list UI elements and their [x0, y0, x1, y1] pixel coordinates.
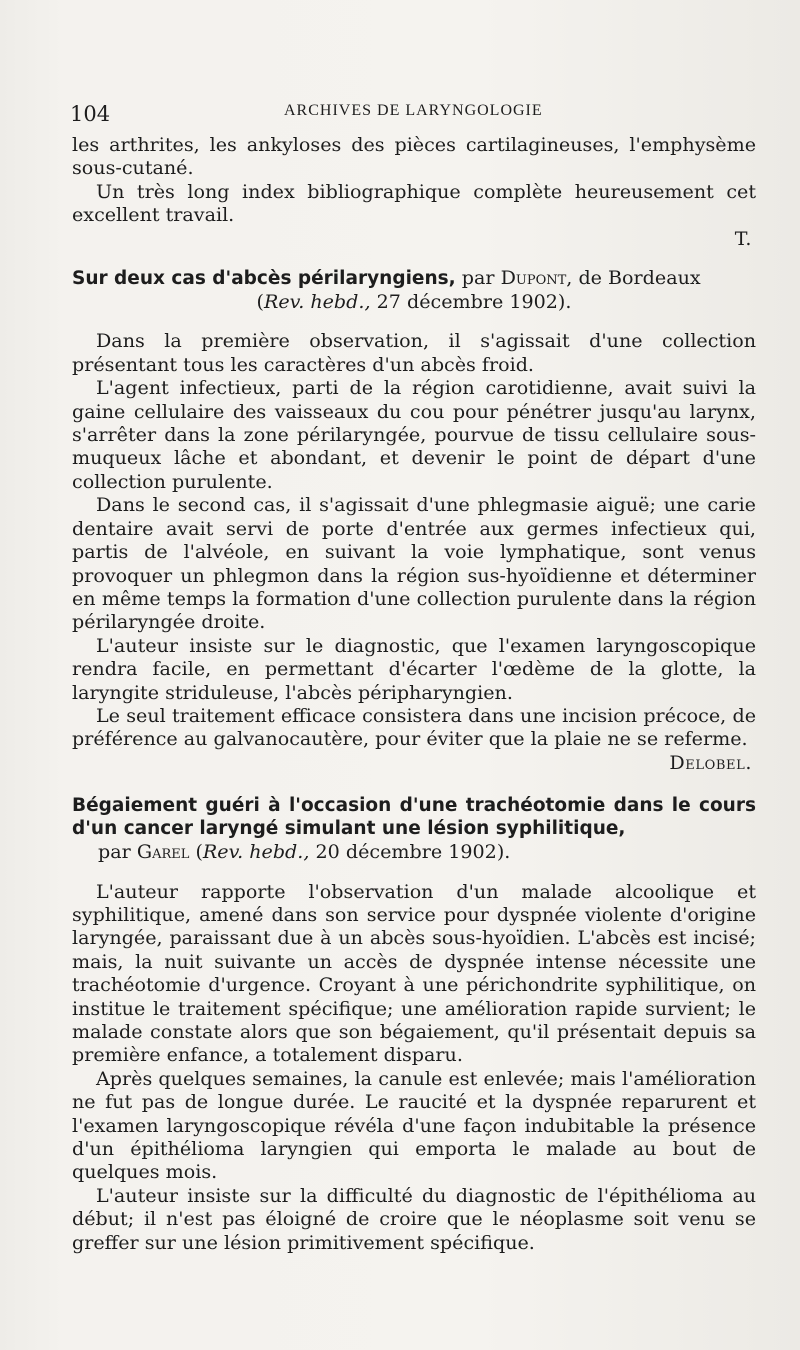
- article-2-byline-prefix: par: [98, 840, 131, 864]
- article-1-author: Dupont,: [500, 266, 573, 290]
- article-2-date: 20 décembre 1902).: [315, 840, 511, 864]
- article-1-paragraph: L'agent infectieux, parti de la région carotidienne, avait suivi la gaine cellulaire des vaisseaux du cou pour pénétrer jusqu'au larynx, s'arrêter dans la zone périlaryngée, pourvue de tissu cellulaire sous-muqueux lâche et abondant, et devenir le point de départ d'une collection purulente.: [72, 376, 756, 493]
- review-paragraph: Un très long index bibliographique complète heureusement cet excellent travail.: [72, 179, 756, 227]
- article-2-source-open: (: [195, 840, 203, 864]
- article-2-byline: [72, 840, 756, 863]
- review-signature: T.: [734, 226, 752, 250]
- spacer: [72, 313, 756, 329]
- continued-paragraph: les arthrites, les ankyloses des pièces cartilagineuses, l'emphysème sous-cutané.: [72, 133, 756, 180]
- article-2-paragraph: L'auteur insiste sur la difficulté du diagnostic de l'épithélioma au début; il n'est pas éloigné de croire que le néoplasme soit venu se greffer sur une lésion primitivement spécifique.: [72, 1183, 756, 1254]
- article-1-paragraph: Le seul traitement efficace consistera dans une incision précoce, de préférence au galvanocautère, pour éviter que la plaie ne se referme.: [72, 703, 756, 751]
- article-1-signature-row: [72, 751, 756, 774]
- article-1-signature: Delobel.: [669, 750, 752, 774]
- spacer: [72, 250, 756, 266]
- page-body: [72, 133, 756, 1254]
- article-2-source: Rev. hebd.,: [202, 840, 310, 864]
- article-1-paragraph: Dans le second cas, il s'agissait d'une phlegmasie aiguë; une carie dentaire avait servi de porte d'entrée aux germes infectieux qui, partis de l'alvéole, en suivant la voie lymphatique, sont venus provoquer un phlegmon dans la région sus-hyoïdienne et déterminer en même temps la formation d'une collection purulente dans la région périlaryngée droite.: [72, 493, 756, 634]
- review-signature-row: [72, 227, 756, 250]
- spacer: [72, 774, 756, 794]
- article-2-paragraph: L'auteur rapporte l'observation d'un malade alcoolique et syphilitique, amené dans son service pour dyspnée violente d'origine laryngée, paraissant due à un abcès sous-hyoïdien. L'abcès est incisé; mais, la nuit suivante un accès de dyspnée intense nécessite une trachéotomie d'urgence. Croyant à une périchondrite syphilitique, on institue le traitement spécifique; une amélioration rapide survient; le malade constate alors que son bégaiement, qu'il présentait depuis sa première enfance, a totalement disparu.: [72, 879, 756, 1067]
- article-2-author: Garel: [136, 840, 190, 864]
- running-title: ARCHIVES DE LARYNGOLOGIE: [284, 102, 543, 119]
- article-1-byline-prefix: par: [461, 266, 495, 290]
- spacer: [72, 864, 756, 880]
- article-1-paragraph: Dans la première observation, il s'agissait d'une collection présentant tous les caractères d'un abcès froid.: [72, 329, 756, 376]
- article-2-title: Bégaiement guéri à l'occasion d'une trachéotomie dans le cours d'un cancer laryngé simulant une lésion syphilitique,: [72, 795, 756, 840]
- article-1-byline-middle: de Bordeaux: [578, 266, 701, 290]
- article-1-paragraph: L'auteur insiste sur le diagnostic, que l'examen laryngoscopique rendra facile, en permettant d'écarter l'œdème de la glotte, la laryngite striduleuse, l'abcès péripharyngien.: [72, 633, 756, 704]
- article-2-paragraph: Après quelques semaines, la canule est enlevée; mais l'amélioration ne fut pas de longue durée. Le raucité et la dyspnée reparurent et l'examen laryngoscopique révéla d'une façon indubitable la présence d'un épithélioma laryngien qui emporta le malade au bout de quelques mois.: [72, 1066, 756, 1184]
- article-1-source-open: (: [256, 290, 264, 314]
- page-header: [70, 98, 750, 128]
- article-1-date: 27 décembre 1902).: [376, 290, 572, 314]
- page-number: 104: [70, 102, 111, 126]
- article-1-title: Sur deux cas d'abcès périlaryngiens,: [72, 268, 456, 290]
- article-1-source: Rev. hebd.,: [264, 290, 371, 314]
- article-1-source-line: [72, 290, 756, 313]
- article-1-heading: [72, 266, 756, 290]
